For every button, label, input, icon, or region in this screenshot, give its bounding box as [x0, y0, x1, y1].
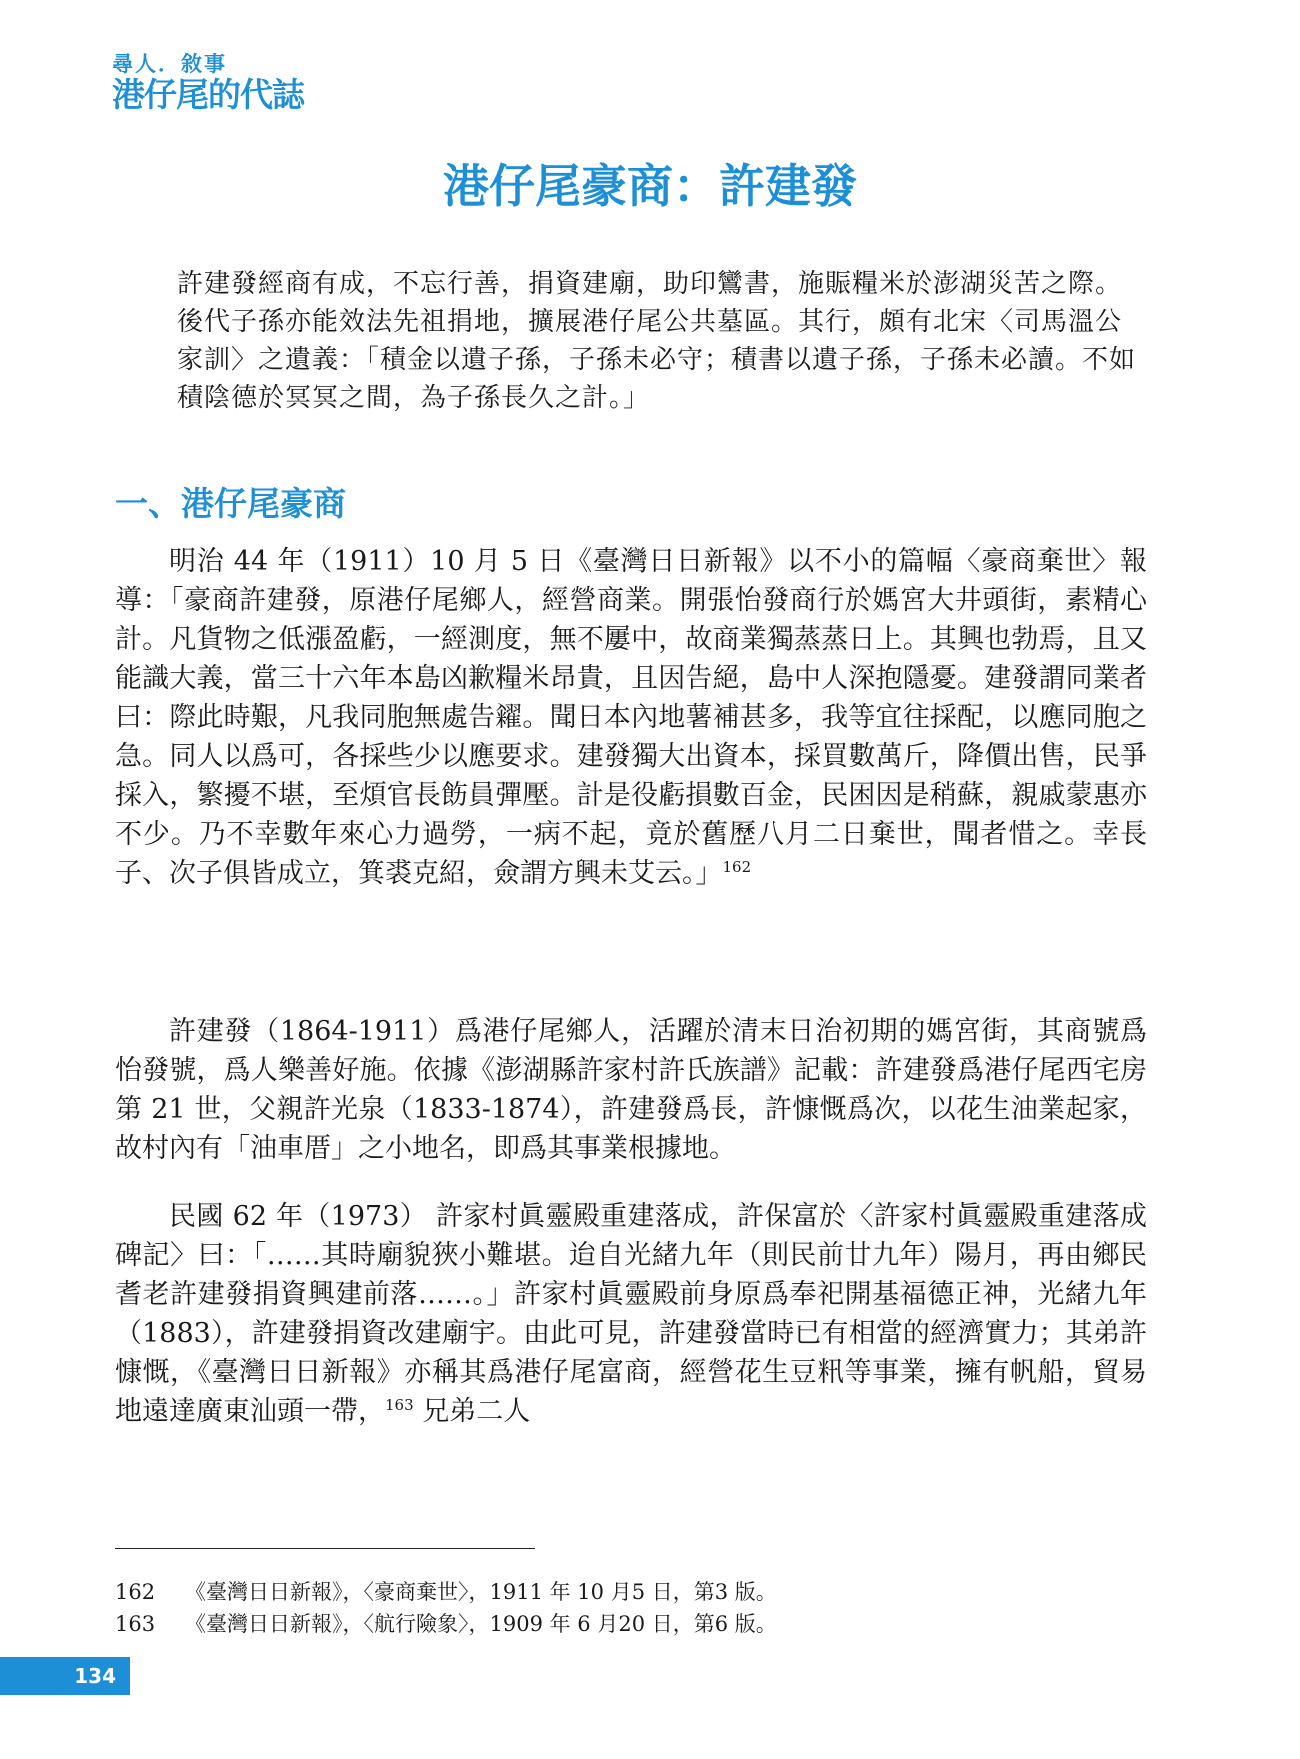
body-paragraph-3: [115, 1197, 1147, 1431]
logo-title: 港仔尾的代誌: [112, 75, 304, 114]
logo-subtitle: 尋人．敘事: [112, 52, 227, 76]
body-paragraph-1: [115, 542, 1147, 893]
paragraph-text: 民國 62 年（1973） 許家村眞靈殿重建落成，許保富於〈許家村眞靈殿重建落成碑記〉曰：「……其時廟貌狹小難堪。迨自光緒九年（則民前廿九年）陽月，再由鄉民耆老許建發捐資興建前落……。」許家村眞靈殿前身原爲奉祀開基福德正神，光緒九年（1883），許建發捐資改建廟宇。由此可見，許建發當時已有相當的經濟實力；其弟許慷慨，《臺灣日日新報》亦稱其爲港仔尾富商，經營花生豆籸等事業，擁有帆船，貿易地遠達廣東汕頭一帶，: [115, 1201, 1147, 1427]
section-heading: 一、港仔尾豪商: [115, 484, 346, 523]
footnote-text: 《臺灣日日新報》，〈航行險象〉，1909 年 6 月20 日，第6 版。: [185, 1612, 777, 1636]
footnote-162: [115, 1578, 777, 1606]
footnote-divider: [115, 1548, 535, 1549]
body-paragraph-2: 許建發（1864-1911）爲港仔尾鄉人，活躍於清末日治初期的媽宮街，其商號爲怡發號，爲人樂善好施。依據《澎湖縣許家村許氏族譜》記載：許建發爲港仔尾西宅房第 21 世，父親許光泉（1833-1874），許建發爲長，許慷慨爲次，以花生油業起家，故村內有「油車厝」之小地名，即爲其事業根據地。: [115, 1016, 1147, 1164]
paragraph-text: 明治 44 年（1911）10 月 5 日《臺灣日日新報》以不小的篇幅〈豪商棄世〉報導：「豪商許建發，原港仔尾鄉人，經營商業。開張怡發商行於媽宮大井頭街，素精心計。凡貨物之低漲盈虧，一經測度，無不屢中，故商業獨蒸蒸日上。其興也勃焉，且又能識大義，當三十六年本島凶歉糧米昂貴，且因告絕，島中人深抱隱憂。建發謂同業者曰：際此時艱，凡我同胞無處告糴。聞日本內地薯補甚多，我等宜往採配，以應同胞之急。同人以爲可，各採些少以應要求。建發獨大出資本，採買數萬斤，降價出售，民爭採入，繁擾不堪，至煩官長飭員彈壓。計是役虧損數百金，民困因是稍蘇，親戚蒙惠亦不少。乃不幸數年來心力過勞，一病不起，竟於舊歷八月二日棄世，聞者惜之。幸長子、次子俱皆成立，箕裘克紹，僉謂方興未艾云。」: [115, 546, 1147, 889]
abstract-paragraph: 許建發經商有成，不忘行善，捐資建廟，助印鸞書，施賑糧米於澎湖災苦之際。後代子孫亦能效法先祖捐地，擴展港仔尾公共墓區。其行，頗有北宋〈司馬溫公家訓〉之遺義：「積金以遺子孫，子孫未必守；積書以遺子孫，子孫未必讀。不如積陰德於冥冥之間，為子孫長久之計。」: [177, 269, 1137, 413]
footnote-163: [115, 1610, 777, 1638]
footnote-number: 163: [115, 1612, 156, 1636]
footnote-ref-163[interactable]: 163: [385, 1396, 414, 1414]
page-number: 134: [0, 1657, 130, 1695]
page-title: 港仔尾豪商：許建發: [443, 159, 857, 213]
paragraph-tail: 兄弟二人: [413, 1396, 531, 1427]
footnote-number: 162: [115, 1580, 156, 1604]
footnote-text: 《臺灣日日新報》，〈豪商棄世〉，1911 年 10 月5 日，第3 版。: [185, 1580, 777, 1604]
footnote-ref-162[interactable]: 162: [722, 858, 752, 876]
series-logo: [112, 52, 304, 114]
